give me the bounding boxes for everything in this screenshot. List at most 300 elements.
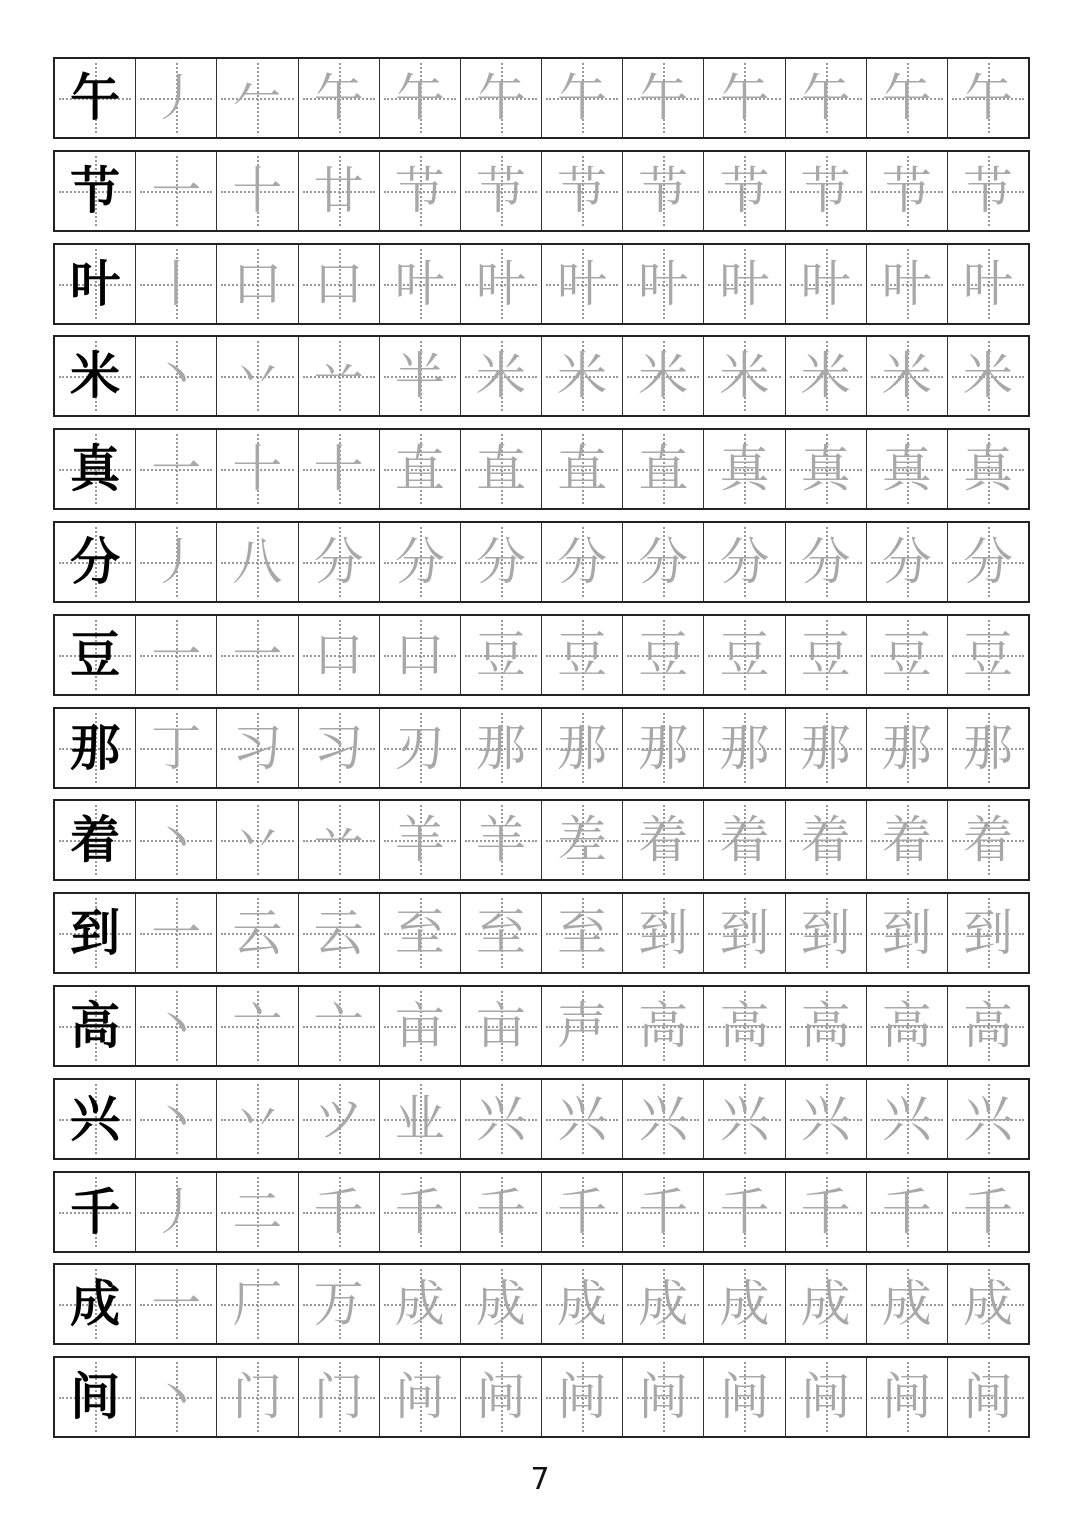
stroke-stage: 间 bbox=[962, 1368, 1013, 1427]
tracing-cell bbox=[380, 1358, 461, 1436]
stroke-stage: 豆 bbox=[881, 625, 932, 684]
model-character: 米 bbox=[70, 346, 121, 406]
page-number: 7 bbox=[530, 1462, 550, 1497]
stroke-stage: 节 bbox=[557, 161, 608, 220]
stroke-stage: ツ bbox=[313, 1089, 364, 1148]
tracing-cell bbox=[542, 1173, 623, 1251]
model-character: 分 bbox=[70, 532, 121, 591]
model-character: 豆 bbox=[70, 624, 121, 684]
tracing-cell bbox=[704, 1080, 785, 1158]
tracing-cell bbox=[299, 1080, 380, 1158]
tracing-cell bbox=[786, 709, 867, 787]
tracing-cell bbox=[786, 801, 867, 879]
tracing-cell bbox=[217, 616, 298, 694]
stroke-stage: 成 bbox=[475, 1275, 526, 1334]
stroke-stage: 豆 bbox=[719, 625, 770, 684]
stroke-stage: 一 bbox=[151, 625, 202, 684]
stroke-stage: 千 bbox=[394, 1182, 445, 1241]
stroke-stage: 叶 bbox=[800, 254, 851, 313]
stroke-stage: 节 bbox=[962, 161, 1013, 220]
tracing-cell bbox=[704, 1173, 785, 1251]
stroke-stage: 羊 bbox=[475, 811, 526, 870]
tracing-cell bbox=[461, 616, 542, 694]
stroke-stage: 米 bbox=[719, 347, 770, 406]
tracing-cell bbox=[217, 1173, 298, 1251]
stroke-stage: 习 bbox=[232, 718, 283, 777]
tracing-cell bbox=[299, 616, 380, 694]
tracing-cell bbox=[867, 59, 948, 137]
stroke-stage: 亠 bbox=[313, 997, 364, 1055]
tracing-cell bbox=[948, 1080, 1028, 1158]
practice-row bbox=[53, 707, 1030, 789]
model-character-cell bbox=[55, 801, 136, 879]
stroke-stage: 亩 bbox=[394, 997, 445, 1055]
stroke-stage: 高 bbox=[962, 997, 1013, 1055]
stroke-stage: 节 bbox=[881, 161, 932, 220]
stroke-stage: 云 bbox=[313, 904, 364, 963]
tracing-cell bbox=[948, 523, 1028, 601]
model-character-cell bbox=[55, 1265, 136, 1343]
tracing-cell bbox=[623, 430, 704, 508]
tracing-cell bbox=[380, 616, 461, 694]
model-character: 到 bbox=[70, 903, 121, 963]
tracing-cell bbox=[461, 1080, 542, 1158]
tracing-cell bbox=[217, 709, 298, 787]
stroke-stage: 叶 bbox=[394, 254, 445, 313]
stroke-stage: 兴 bbox=[557, 1089, 608, 1148]
stroke-stage: 着 bbox=[800, 811, 851, 870]
practice-row bbox=[53, 799, 1030, 881]
stroke-stage: 分 bbox=[557, 533, 608, 591]
stroke-stage: 业 bbox=[394, 1089, 445, 1148]
stroke-stage: 万 bbox=[313, 1275, 364, 1334]
stroke-stage: 丶 bbox=[151, 347, 202, 406]
stroke-stage: 至 bbox=[475, 904, 526, 963]
tracing-cell bbox=[704, 894, 785, 972]
tracing-cell bbox=[217, 1080, 298, 1158]
tracing-cell bbox=[704, 523, 785, 601]
tracing-cell bbox=[299, 801, 380, 879]
tracing-cell bbox=[542, 523, 623, 601]
tracing-cell bbox=[704, 616, 785, 694]
practice-row bbox=[53, 1078, 1030, 1160]
stroke-stage: 着 bbox=[962, 811, 1013, 870]
tracing-cell bbox=[461, 337, 542, 415]
tracing-cell bbox=[948, 709, 1028, 787]
tracing-cell bbox=[786, 430, 867, 508]
stroke-stage: 一 bbox=[151, 440, 202, 499]
stroke-stage: 十 bbox=[313, 440, 364, 499]
stroke-stage: 午 bbox=[638, 69, 689, 127]
stroke-stage: 至 bbox=[394, 904, 445, 963]
tracing-cell bbox=[948, 245, 1028, 323]
tracing-cell bbox=[867, 430, 948, 508]
model-character-cell bbox=[55, 152, 136, 230]
tracing-cell bbox=[461, 801, 542, 879]
model-character-cell bbox=[55, 709, 136, 787]
stroke-stage: 兴 bbox=[962, 1089, 1013, 1148]
tracing-cell bbox=[542, 987, 623, 1065]
tracing-cell bbox=[704, 245, 785, 323]
stroke-stage: 千 bbox=[475, 1182, 526, 1241]
tracing-cell bbox=[542, 616, 623, 694]
tracing-cell bbox=[136, 245, 217, 323]
stroke-stage: 午 bbox=[962, 69, 1013, 127]
stroke-stage: 直 bbox=[394, 440, 445, 499]
tracing-cell bbox=[948, 59, 1028, 137]
model-character: 那 bbox=[70, 717, 121, 777]
tracing-cell bbox=[380, 337, 461, 415]
tracing-cell bbox=[217, 801, 298, 879]
tracing-cell bbox=[542, 1080, 623, 1158]
stroke-stage: 声 bbox=[557, 997, 608, 1055]
stroke-stage: 直 bbox=[475, 440, 526, 499]
tracing-cell bbox=[299, 709, 380, 787]
model-character: 真 bbox=[70, 439, 121, 499]
practice-row bbox=[53, 892, 1030, 974]
tracing-cell bbox=[136, 1265, 217, 1343]
stroke-stage: 至 bbox=[557, 904, 608, 963]
stroke-stage: 豆 bbox=[638, 625, 689, 684]
tracing-cell bbox=[299, 523, 380, 601]
stroke-stage: 分 bbox=[638, 533, 689, 591]
tracing-cell bbox=[704, 709, 785, 787]
tracing-cell bbox=[380, 894, 461, 972]
stroke-stage: 口 bbox=[394, 625, 445, 684]
model-character-cell bbox=[55, 616, 136, 694]
tracing-cell bbox=[623, 152, 704, 230]
tracing-cell bbox=[623, 987, 704, 1065]
stroke-stage: 间 bbox=[881, 1368, 932, 1427]
tracing-cell bbox=[704, 59, 785, 137]
tracing-cell bbox=[542, 1358, 623, 1436]
tracing-cell bbox=[217, 245, 298, 323]
tracing-cell bbox=[542, 801, 623, 879]
tracing-cell bbox=[948, 1265, 1028, 1343]
tracing-cell bbox=[380, 987, 461, 1065]
tracing-cell bbox=[867, 987, 948, 1065]
tracing-cell bbox=[299, 245, 380, 323]
stroke-stage: 间 bbox=[800, 1368, 851, 1427]
tracing-cell bbox=[623, 1173, 704, 1251]
stroke-stage: 一 bbox=[232, 625, 283, 684]
tracing-cell bbox=[786, 245, 867, 323]
model-character: 高 bbox=[70, 996, 121, 1055]
model-character: 午 bbox=[70, 68, 121, 127]
tracing-cell bbox=[380, 709, 461, 787]
tracing-cell bbox=[542, 1265, 623, 1343]
tracing-cell bbox=[461, 1265, 542, 1343]
tracing-cell bbox=[461, 894, 542, 972]
stroke-stage: 丷 bbox=[232, 811, 283, 870]
stroke-stage: 千 bbox=[962, 1182, 1013, 1241]
stroke-stage: 成 bbox=[881, 1275, 932, 1334]
stroke-stage: 千 bbox=[800, 1182, 851, 1241]
tracing-cell bbox=[217, 430, 298, 508]
tracing-cell bbox=[299, 1358, 380, 1436]
stroke-stage: 廿 bbox=[313, 161, 364, 220]
stroke-stage: 真 bbox=[800, 440, 851, 499]
model-character: 着 bbox=[70, 810, 121, 870]
tracing-cell bbox=[136, 523, 217, 601]
stroke-stage: 那 bbox=[638, 718, 689, 777]
tracing-cell bbox=[461, 245, 542, 323]
stroke-stage: 米 bbox=[475, 347, 526, 406]
stroke-stage: 成 bbox=[638, 1275, 689, 1334]
stroke-stage: 羊 bbox=[394, 811, 445, 870]
stroke-stage: 节 bbox=[638, 161, 689, 220]
tracing-cell bbox=[299, 894, 380, 972]
stroke-stage: 兴 bbox=[638, 1089, 689, 1148]
tracing-cell bbox=[542, 245, 623, 323]
stroke-stage: 叶 bbox=[962, 254, 1013, 313]
tracing-cell bbox=[380, 245, 461, 323]
tracing-cell bbox=[623, 801, 704, 879]
tracing-cell bbox=[217, 152, 298, 230]
tracing-cell bbox=[299, 152, 380, 230]
tracing-cell bbox=[948, 1358, 1028, 1436]
tracing-cell bbox=[542, 152, 623, 230]
stroke-stage: 䒑 bbox=[313, 811, 364, 870]
tracing-cell bbox=[380, 801, 461, 879]
practice-row bbox=[53, 1356, 1030, 1438]
practice-row bbox=[53, 428, 1030, 510]
tracing-cell bbox=[136, 1080, 217, 1158]
stroke-stage: 豆 bbox=[962, 625, 1013, 684]
practice-row bbox=[53, 1171, 1030, 1253]
tracing-cell bbox=[786, 1358, 867, 1436]
model-character: 千 bbox=[70, 1181, 121, 1241]
stroke-stage: 亠 bbox=[232, 997, 283, 1055]
stroke-stage: 分 bbox=[394, 533, 445, 591]
tracing-cell bbox=[867, 616, 948, 694]
stroke-stage: 米 bbox=[881, 347, 932, 406]
stroke-stage: 丶 bbox=[151, 811, 202, 870]
tracing-cell bbox=[380, 1080, 461, 1158]
stroke-stage: 丶 bbox=[151, 1368, 202, 1427]
stroke-stage: 丿 bbox=[151, 1182, 202, 1241]
tracing-cell bbox=[136, 709, 217, 787]
model-character-cell bbox=[55, 523, 136, 601]
tracing-cell bbox=[704, 1358, 785, 1436]
stroke-stage: 问 bbox=[394, 1368, 445, 1427]
tracing-cell bbox=[786, 616, 867, 694]
tracing-cell bbox=[867, 523, 948, 601]
stroke-stage: 一 bbox=[151, 1275, 202, 1334]
stroke-stage: 直 bbox=[557, 440, 608, 499]
tracing-cell bbox=[867, 1358, 948, 1436]
stroke-stage: 高 bbox=[881, 997, 932, 1055]
stroke-stage: 高 bbox=[800, 997, 851, 1055]
stroke-stage: 真 bbox=[881, 440, 932, 499]
tracing-cell bbox=[542, 894, 623, 972]
tracing-cell bbox=[136, 801, 217, 879]
stroke-stage: 叶 bbox=[475, 254, 526, 313]
tracing-cell bbox=[380, 1265, 461, 1343]
model-character: 间 bbox=[70, 1367, 121, 1427]
stroke-stage: 千 bbox=[313, 1182, 364, 1241]
practice-row bbox=[53, 985, 1030, 1067]
tracing-cell bbox=[380, 523, 461, 601]
practice-row bbox=[53, 521, 1030, 603]
stroke-stage: 间 bbox=[719, 1368, 770, 1427]
model-character-cell bbox=[55, 894, 136, 972]
tracing-cell bbox=[461, 523, 542, 601]
practice-row bbox=[53, 243, 1030, 325]
stroke-stage: 丶 bbox=[151, 997, 202, 1055]
tracing-cell bbox=[786, 987, 867, 1065]
stroke-stage: 豆 bbox=[800, 625, 851, 684]
tracing-cell bbox=[867, 1080, 948, 1158]
model-character-cell bbox=[55, 59, 136, 137]
tracing-cell bbox=[623, 1358, 704, 1436]
tracing-cell bbox=[948, 894, 1028, 972]
practice-row bbox=[53, 614, 1030, 696]
stroke-stage: 节 bbox=[475, 161, 526, 220]
tracing-cell bbox=[948, 987, 1028, 1065]
tracing-cell bbox=[217, 523, 298, 601]
stroke-stage: 着 bbox=[638, 811, 689, 870]
stroke-stage: 二 bbox=[232, 1182, 283, 1241]
tracing-cell bbox=[948, 1173, 1028, 1251]
stroke-stage: 豆 bbox=[475, 625, 526, 684]
tracing-cell bbox=[786, 59, 867, 137]
stroke-stage: 丷 bbox=[232, 1089, 283, 1148]
stroke-stage: 十 bbox=[232, 440, 283, 499]
tracing-cell bbox=[867, 709, 948, 787]
model-character: 成 bbox=[70, 1274, 121, 1334]
tracing-cell bbox=[542, 430, 623, 508]
stroke-stage: 丿 bbox=[151, 69, 202, 127]
stroke-stage: 叶 bbox=[881, 254, 932, 313]
tracing-cell bbox=[461, 987, 542, 1065]
tracing-cell bbox=[786, 152, 867, 230]
stroke-stage: 午 bbox=[800, 69, 851, 127]
tracing-cell bbox=[542, 59, 623, 137]
tracing-cell bbox=[867, 337, 948, 415]
stroke-stage: 节 bbox=[394, 161, 445, 220]
tracing-cell bbox=[623, 616, 704, 694]
tracing-cell bbox=[623, 523, 704, 601]
tracing-cell bbox=[948, 801, 1028, 879]
tracing-cell bbox=[380, 59, 461, 137]
stroke-stage: 分 bbox=[719, 533, 770, 591]
tracing-cell bbox=[136, 59, 217, 137]
tracing-cell bbox=[136, 337, 217, 415]
stroke-stage: 高 bbox=[638, 997, 689, 1055]
stroke-stage: 午 bbox=[557, 69, 608, 127]
stroke-stage: 叶 bbox=[638, 254, 689, 313]
tracing-cell bbox=[136, 987, 217, 1065]
model-character-cell bbox=[55, 1080, 136, 1158]
tracing-cell bbox=[623, 1265, 704, 1343]
tracing-cell bbox=[704, 152, 785, 230]
stroke-stage: 丷 bbox=[232, 347, 283, 406]
tracing-cell bbox=[704, 337, 785, 415]
stroke-stage: 午 bbox=[475, 69, 526, 127]
tracing-cell bbox=[461, 430, 542, 508]
stroke-stage: 成 bbox=[962, 1275, 1013, 1334]
stroke-stage: 丁 bbox=[151, 718, 202, 777]
tracing-cell bbox=[136, 616, 217, 694]
stroke-stage: 着 bbox=[881, 811, 932, 870]
stroke-stage: 䒑 bbox=[313, 347, 364, 406]
tracing-cell bbox=[704, 1265, 785, 1343]
stroke-stage: 到 bbox=[800, 904, 851, 963]
stroke-stage: 到 bbox=[719, 904, 770, 963]
practice-row bbox=[53, 150, 1030, 232]
stroke-stage: 千 bbox=[881, 1182, 932, 1241]
model-character-cell bbox=[55, 245, 136, 323]
tracing-cell bbox=[136, 1358, 217, 1436]
stroke-stage: 一 bbox=[151, 161, 202, 220]
stroke-stage: 间 bbox=[475, 1368, 526, 1427]
tracing-cell bbox=[461, 1358, 542, 1436]
tracing-cell bbox=[623, 894, 704, 972]
tracing-cell bbox=[380, 152, 461, 230]
stroke-stage: 那 bbox=[881, 718, 932, 777]
tracing-cell bbox=[704, 430, 785, 508]
stroke-stage: 米 bbox=[962, 347, 1013, 406]
stroke-stage: 成 bbox=[394, 1275, 445, 1334]
tracing-cell bbox=[867, 245, 948, 323]
stroke-stage: 直 bbox=[638, 440, 689, 499]
stroke-stage: 口 bbox=[313, 625, 364, 684]
tracing-cell bbox=[299, 430, 380, 508]
tracing-cell bbox=[867, 1173, 948, 1251]
model-character-cell bbox=[55, 987, 136, 1065]
model-character: 叶 bbox=[70, 253, 121, 313]
practice-row bbox=[53, 57, 1030, 139]
stroke-stage: 到 bbox=[962, 904, 1013, 963]
stroke-stage: 亩 bbox=[475, 997, 526, 1055]
stroke-stage: 豆 bbox=[557, 625, 608, 684]
tracing-cell bbox=[704, 801, 785, 879]
stroke-stage: 千 bbox=[719, 1182, 770, 1241]
stroke-stage: 分 bbox=[313, 533, 364, 591]
tracing-cell bbox=[867, 894, 948, 972]
stroke-stage: 午 bbox=[313, 69, 364, 127]
tracing-cell bbox=[786, 337, 867, 415]
tracing-cell bbox=[461, 152, 542, 230]
stroke-stage: 着 bbox=[719, 811, 770, 870]
stroke-stage: 半 bbox=[394, 347, 445, 406]
stroke-stage: 米 bbox=[557, 347, 608, 406]
stroke-stage: 午 bbox=[394, 69, 445, 127]
stroke-stage: 兴 bbox=[881, 1089, 932, 1148]
stroke-stage: 兴 bbox=[719, 1089, 770, 1148]
tracing-cell bbox=[786, 1173, 867, 1251]
tracing-cell bbox=[299, 337, 380, 415]
stroke-stage: 节 bbox=[800, 161, 851, 220]
tracing-cell bbox=[542, 337, 623, 415]
stroke-stage: 间 bbox=[557, 1368, 608, 1427]
stroke-stage: 那 bbox=[557, 718, 608, 777]
tracing-cell bbox=[461, 59, 542, 137]
stroke-stage: 门 bbox=[313, 1368, 364, 1427]
stroke-stage: 成 bbox=[800, 1275, 851, 1334]
tracing-cell bbox=[136, 430, 217, 508]
tracing-cell bbox=[461, 709, 542, 787]
stroke-stage: 门 bbox=[232, 1368, 283, 1427]
tracing-cell bbox=[461, 1173, 542, 1251]
tracing-cell bbox=[948, 430, 1028, 508]
stroke-stage: 米 bbox=[638, 347, 689, 406]
tracing-cell bbox=[623, 709, 704, 787]
stroke-stage: 千 bbox=[638, 1182, 689, 1241]
stroke-stage: 米 bbox=[800, 347, 851, 406]
stroke-stage: 那 bbox=[475, 718, 526, 777]
